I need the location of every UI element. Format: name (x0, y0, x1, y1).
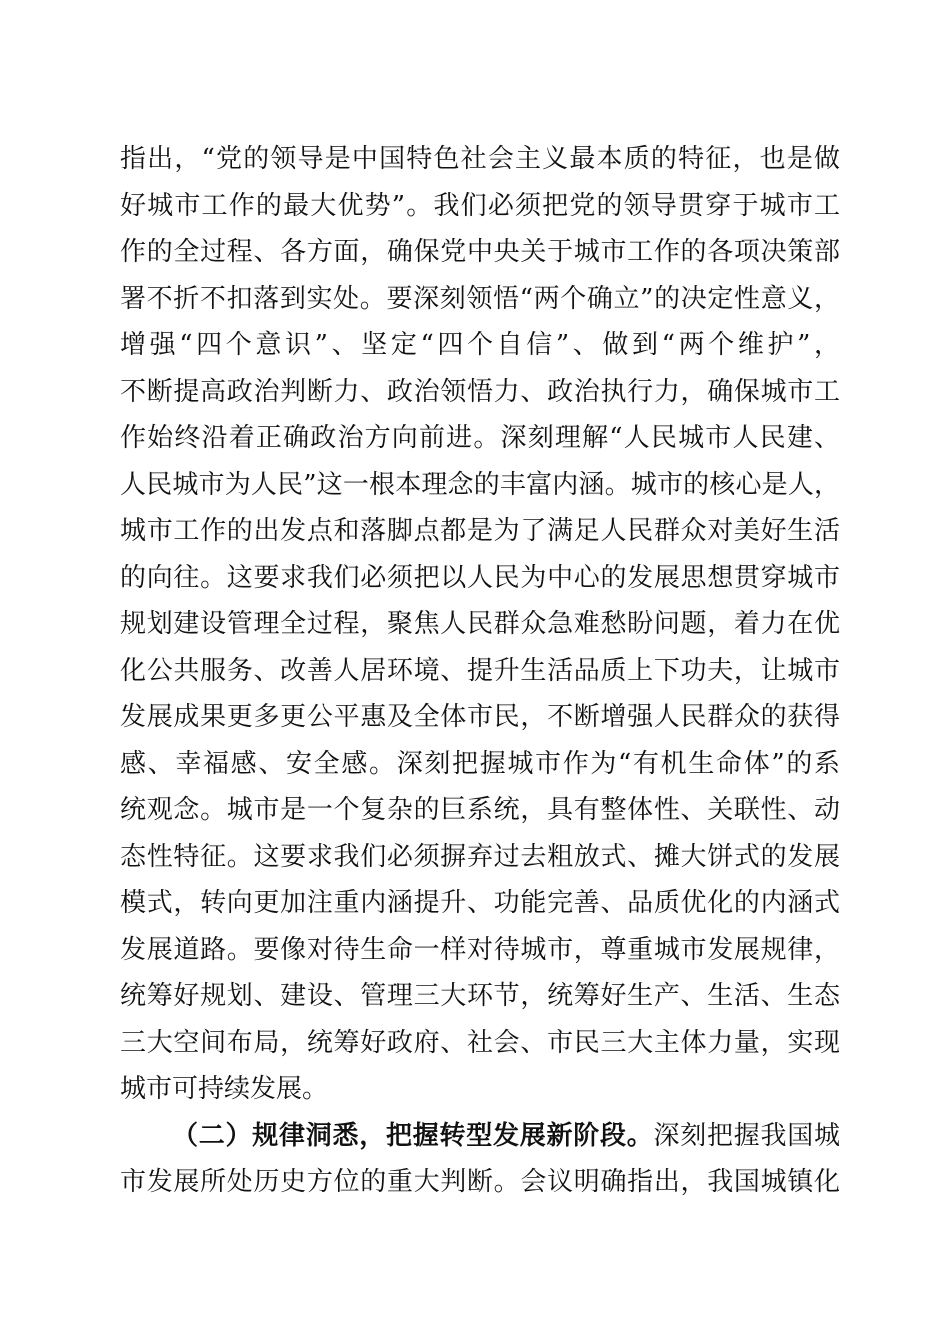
text-line: 三大空间布局，统筹好政府、社会、市民三大主体力量，实现 (120, 1027, 840, 1058)
text-line: 城市工作的出发点和落脚点都是为了满足人民群众对美好生活 (120, 516, 840, 546)
text-line: 市发展所处历史方位的重大判断。会议明确指出，我国城镇化 (120, 1167, 840, 1197)
text-line: 的向往。这要求我们必须把以人民为中心的发展思想贯穿城市 (120, 562, 840, 593)
body-text (120, 136, 840, 1206)
text-line: 发展成果更多更公平惠及全体市民，不断增强人民群众的获得 (120, 702, 840, 732)
section-heading: （二）规律洞悉，把握转型发展新阶段。 (172, 1120, 654, 1151)
text-line: 作的全过程、各方面，确保党中央关于城市工作的各项决策部 (120, 237, 840, 267)
text-line: 城市可持续发展。 (120, 1074, 329, 1104)
text-line: 人民城市为人民”这一根本理念的丰富内涵。城市的核心是人， (120, 469, 840, 500)
text-line: 统筹好规划、建设、管理三大环节，统筹好生产、生活、生态 (120, 981, 840, 1011)
section-text: 深刻把握我国城 (653, 1120, 840, 1151)
text-line: 署不折不扣落到实处。要深刻领悟“两个确立”的决定性意义， (120, 283, 840, 314)
text-line: 作始终沿着正确政治方向前进。深刻理解“人民城市人民建、 (120, 423, 840, 453)
text-line: 不断提高政治判断力、政治领悟力、政治执行力，确保城市工 (120, 376, 840, 407)
text-line: 化公共服务、改善人居环境、提升生活品质上下功夫，让城市 (120, 655, 840, 686)
text-line: 统观念。城市是一个复杂的巨系统，具有整体性、关联性、动 (120, 795, 840, 825)
text-line: 发展道路。要像对待生命一样对待城市，尊重城市发展规律， (120, 934, 840, 965)
text-line: 好城市工作的最大优势”。我们必须把党的领导贯穿于城市工 (120, 190, 840, 221)
text-line: 增强“四个意识”、坚定“四个自信”、做到“两个维护”， (120, 330, 840, 360)
text-line: 态性特征。这要求我们必须摒弃过去粗放式、摊大饼式的发展 (120, 841, 840, 872)
text-line: 感、幸福感、安全感。深刻把握城市作为“有机生命体”的系 (120, 748, 840, 779)
text-line: 指出，“党的领导是中国特色社会主义最本质的特征，也是做 (120, 144, 840, 174)
text-line: 模式，转向更加注重内涵提升、功能完善、品质优化的内涵式 (120, 888, 840, 918)
text-line: 规划建设管理全过程，聚焦人民群众急难愁盼问题，着力在优 (120, 609, 840, 639)
section-heading-line (120, 1113, 840, 1160)
